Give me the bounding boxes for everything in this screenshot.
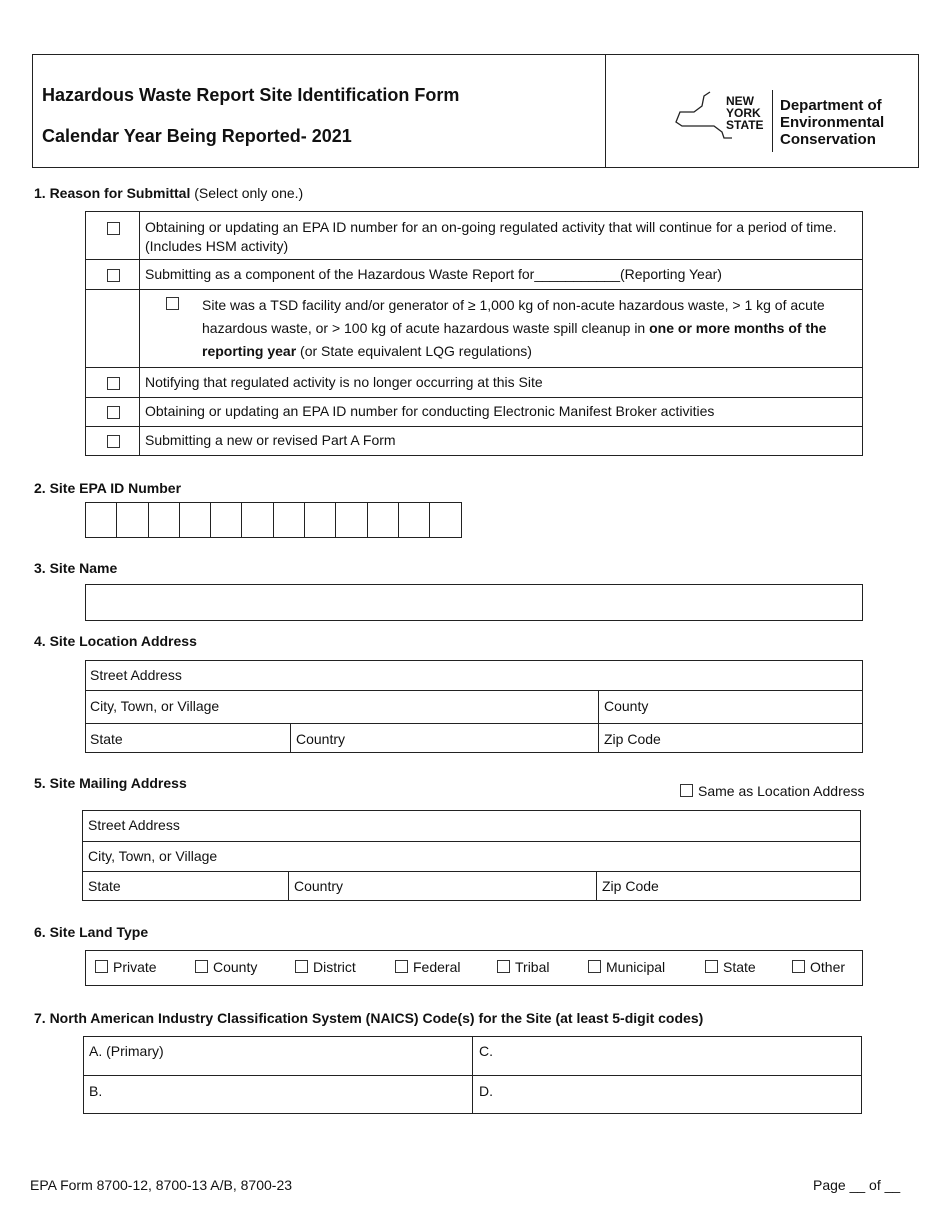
- epa-id-digit-box[interactable]: [398, 502, 430, 538]
- section-3-label: 3. Site Name: [34, 560, 118, 576]
- checkbox[interactable]: [588, 960, 601, 973]
- mailing-state-field[interactable]: State: [88, 878, 121, 894]
- land-type-private[interactable]: [95, 959, 157, 975]
- footer-page-number: Page __ of __: [813, 1177, 901, 1193]
- land-type-tribal[interactable]: [497, 959, 550, 975]
- logo-state: STATE: [726, 118, 764, 132]
- reason-option-3: Notifying that regulated activity is no longer occurring at this Site: [145, 374, 543, 390]
- land-type-label: Private: [113, 959, 157, 975]
- location-country-field[interactable]: Country: [296, 731, 346, 747]
- footer-form-number: EPA Form 8700-12, 8700-13 A/B, 8700-23: [30, 1177, 293, 1193]
- land-type-label: Other: [810, 959, 846, 975]
- epa-id-digit-box[interactable]: [179, 502, 211, 538]
- land-type-label: Federal: [413, 959, 461, 975]
- lqg-checkbox[interactable]: [166, 297, 179, 310]
- location-county-field[interactable]: County: [604, 698, 649, 714]
- row-divider: [85, 289, 863, 290]
- land-type-state[interactable]: [705, 959, 756, 975]
- form-subtitle: Calendar Year Being Reported- 2021: [42, 126, 352, 146]
- epa-id-input[interactable]: [85, 502, 462, 538]
- row-divider: [85, 259, 863, 260]
- epa-id-digit-box[interactable]: [335, 502, 367, 538]
- reason-checkbox-5[interactable]: [107, 435, 120, 448]
- land-type-label: District: [313, 959, 356, 975]
- land-type-label: State: [723, 959, 756, 975]
- row-divider: [85, 397, 863, 398]
- epa-id-digit-box[interactable]: [116, 502, 148, 538]
- land-type-other[interactable]: [792, 959, 845, 975]
- col-divider: [288, 871, 289, 901]
- reason-option-2: Submitting as a component of the Hazardous Waste Report for___________(Reporting Year): [145, 266, 722, 282]
- epa-id-digit-box[interactable]: [148, 502, 180, 538]
- location-zip-field[interactable]: Zip Code: [604, 731, 661, 747]
- section-1-label: 1. Reason for Submittal: [34, 185, 191, 201]
- dept-line-1: Department of: [780, 97, 882, 114]
- reason-checkbox-4[interactable]: [107, 406, 120, 419]
- ny-state-map-icon: [674, 88, 734, 146]
- form-title: Hazardous Waste Report Site Identification Form: [42, 85, 460, 105]
- section-1-note: (Select only one.): [190, 185, 304, 201]
- land-type-federal[interactable]: [395, 959, 460, 975]
- epa-id-digit-box[interactable]: [85, 502, 117, 538]
- section-4-label: 4. Site Location Address: [34, 633, 197, 649]
- same-as-location-checkbox[interactable]: [680, 784, 693, 797]
- epa-id-digit-box[interactable]: [241, 502, 273, 538]
- ny-state-logo: [726, 95, 764, 131]
- row-divider: [85, 367, 863, 368]
- reason-option-1: Obtaining or updating an EPA ID number for an on-going regulated activity that will continue for a period of time. (Includes HSM activity): [145, 219, 837, 254]
- site-name-input[interactable]: [85, 584, 863, 621]
- checkbox[interactable]: [395, 960, 408, 973]
- naics-c-field[interactable]: C.: [479, 1043, 493, 1059]
- location-state-field[interactable]: State: [90, 731, 123, 747]
- reason-option-4: Obtaining or updating an EPA ID number for conducting Electronic Manifest Broker activities: [145, 403, 715, 419]
- checkbox[interactable]: [792, 960, 805, 973]
- dept-line-2: Environmental: [780, 114, 885, 131]
- row-divider: [82, 871, 861, 872]
- col-divider: [598, 690, 599, 753]
- checkbox[interactable]: [705, 960, 718, 973]
- logo-new: NEW: [726, 94, 754, 108]
- reason-col-divider: [139, 211, 140, 456]
- dept-line-3: Conservation: [780, 131, 876, 148]
- col-divider: [472, 1036, 473, 1114]
- mailing-zip-field[interactable]: Zip Code: [602, 878, 659, 894]
- lqg-text: Site was a TSD facility and/or generator of ≥ 1,000 kg of non-acute hazardous waste, > 1 kg of acute hazardous waste, or > 100 kg of acute hazardous waste spill cleanup in: [202, 297, 825, 336]
- row-divider: [82, 841, 861, 842]
- land-type-district[interactable]: [295, 959, 356, 975]
- naics-a-field[interactable]: A. (Primary): [89, 1043, 164, 1059]
- land-type-county[interactable]: [195, 959, 257, 975]
- row-divider: [85, 690, 863, 691]
- section-2-label: 2. Site EPA ID Number: [34, 480, 182, 496]
- reason-checkbox-2[interactable]: [107, 269, 120, 282]
- checkbox[interactable]: [497, 960, 510, 973]
- land-type-municipal[interactable]: [588, 959, 665, 975]
- mailing-city-field[interactable]: City, Town, or Village: [88, 848, 218, 864]
- epa-id-digit-box[interactable]: [210, 502, 242, 538]
- location-street-field[interactable]: Street Address: [90, 667, 182, 683]
- same-as-location-option[interactable]: [680, 783, 865, 799]
- epa-id-digit-box[interactable]: [273, 502, 305, 538]
- same-as-location-label: Same as Location Address: [698, 783, 865, 799]
- lqg-text-end: (or State equivalent LQG regulations): [296, 343, 532, 359]
- epa-id-digit-box[interactable]: [367, 502, 399, 538]
- checkbox[interactable]: [195, 960, 208, 973]
- mailing-street-field[interactable]: Street Address: [88, 817, 180, 833]
- land-type-label: County: [213, 959, 258, 975]
- location-city-field[interactable]: City, Town, or Village: [90, 698, 220, 714]
- epa-id-digit-box[interactable]: [304, 502, 336, 538]
- section-6-label: 6. Site Land Type: [34, 924, 149, 940]
- section-7-label: 7. North American Industry Classification System (NAICS) Code(s) for the Site (at least 5-digit codes): [34, 1010, 704, 1026]
- section-5-label: 5. Site Mailing Address: [34, 775, 187, 791]
- land-type-label: Tribal: [515, 959, 550, 975]
- checkbox[interactable]: [95, 960, 108, 973]
- header-divider: [605, 54, 606, 168]
- checkbox[interactable]: [295, 960, 308, 973]
- row-divider: [85, 723, 863, 724]
- naics-b-field[interactable]: B.: [89, 1083, 103, 1099]
- epa-id-digit-box[interactable]: [429, 502, 461, 538]
- naics-d-field[interactable]: D.: [479, 1083, 493, 1099]
- logo-divider: [772, 90, 773, 152]
- reason-checkbox-3[interactable]: [107, 377, 120, 390]
- reason-checkbox-1[interactable]: [107, 222, 120, 235]
- lqg-text-bold: one or more months of the reporting year: [202, 320, 827, 359]
- dept-name: [780, 97, 884, 148]
- col-divider: [596, 871, 597, 901]
- row-divider: [85, 426, 863, 427]
- reason-option-5: Submitting a new or revised Part A Form: [145, 432, 396, 448]
- col-divider: [290, 723, 291, 753]
- mailing-country-field[interactable]: Country: [294, 878, 344, 894]
- logo-york: YORK: [726, 106, 761, 120]
- land-type-label: Municipal: [606, 959, 666, 975]
- lqg-option: [202, 294, 852, 363]
